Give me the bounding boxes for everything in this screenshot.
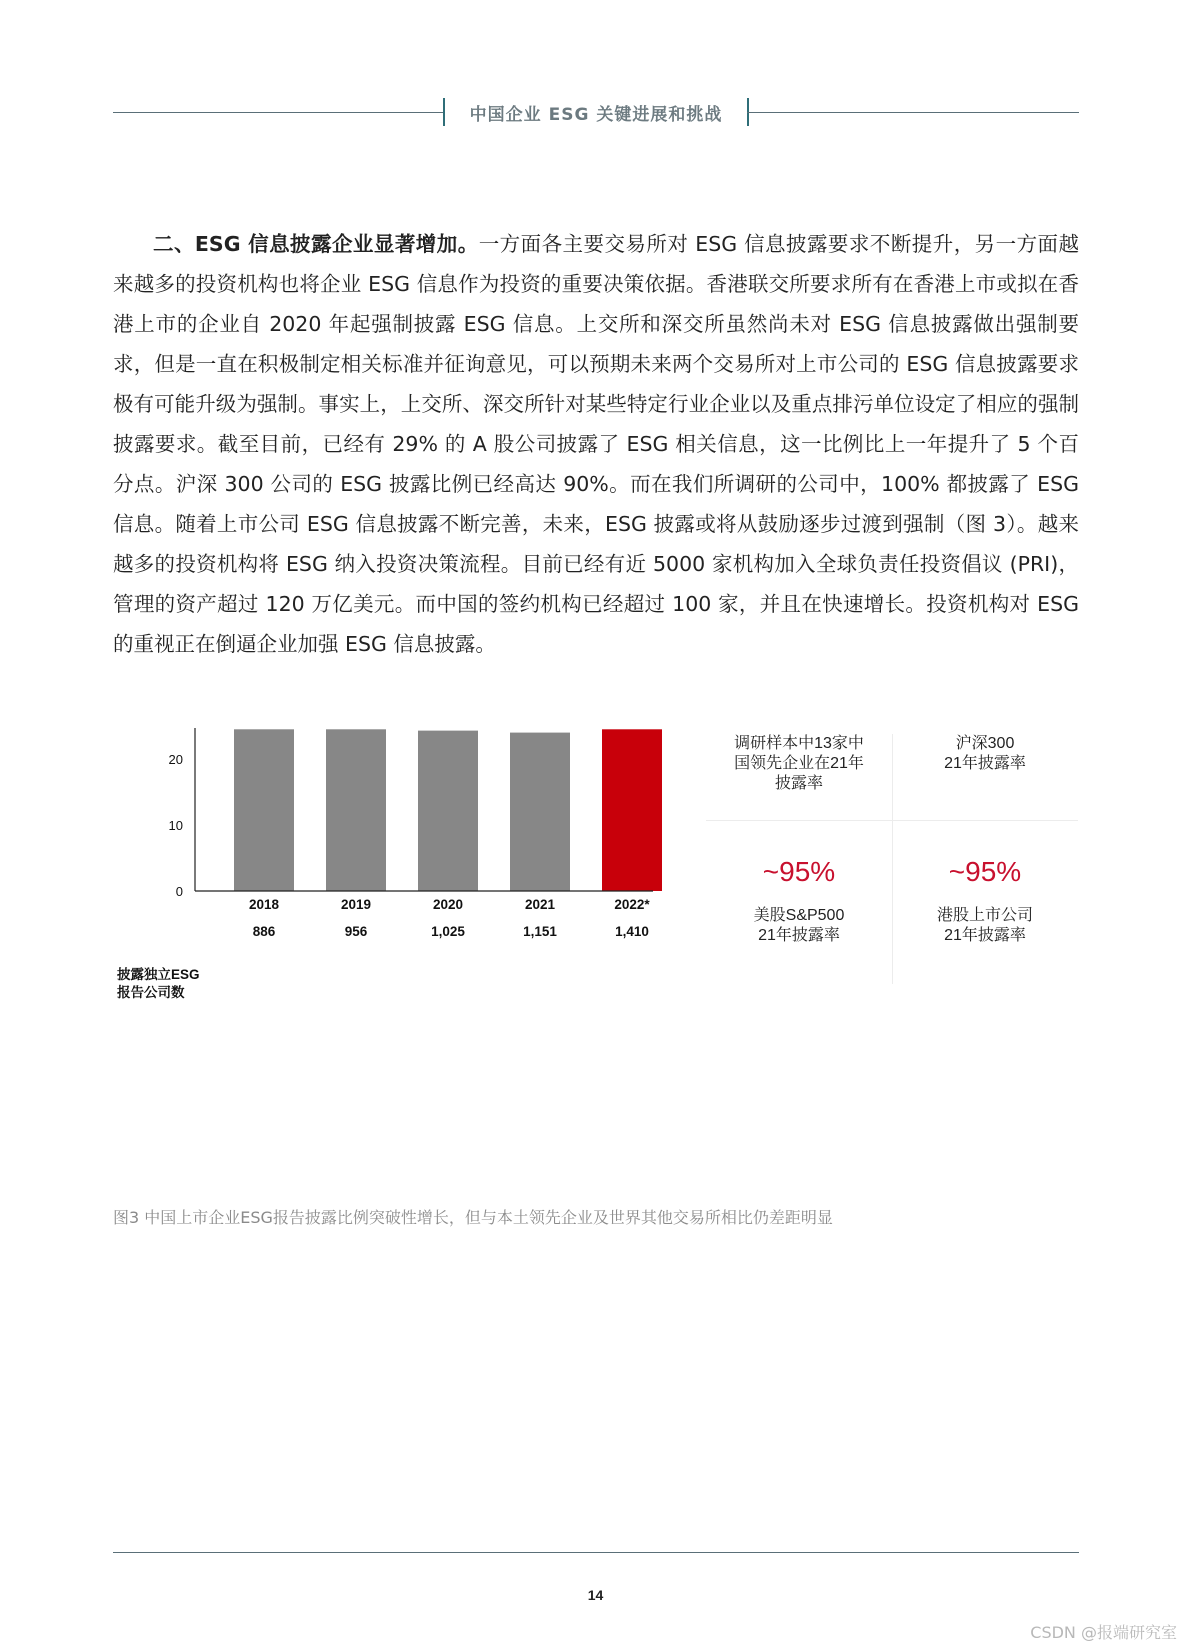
paragraph-lead: 二、ESG 信息披露企业显著增加。 (153, 232, 479, 256)
watermark: CSDN @报端研究室 (1030, 1623, 1177, 1642)
row-value: 1,410 (615, 924, 649, 939)
y-tick-label: 10 (168, 818, 183, 833)
x-tick-label: 2018 (248, 897, 280, 912)
sp500-label: 美股S&P500 21年披露率 (753, 907, 845, 944)
panel-cell-sp500 (706, 830, 892, 946)
x-tick-label: 2021 (524, 897, 556, 912)
paragraph-text: 一方面各主要交易所对 ESG 信息披露要求不断提升，另一方面越来越多的投资机构也将企业 ESG 信息作为投资的重要决策依据。香港联交所要求所有在香港上市或拟在香港上市的企业自 2020 年起强制披露 ESG 信息。上交所和深交所虽然尚未对 ESG 信息披露做出强制要求，但是一直在积极制定相关标准并征询意见，可以预期未来两个交易所对上市公司的 ESG 信息披露要求极有可能升级为强制。事实上，上交所、深交所针对某些特定行业企业以及重点排污单位设定了相应的强制披露要求。截至目前，已经有 29% 的 A 股公司披露了 ESG 相关信息，这一比例比上一年提升了 5 个百分点。沪深 300 公司的 ESG 披露比例已经高达 90%。而在我们所调研的公司中，100% 都披露了 ESG 信息。随着上市公司 ESG 信息披露不断完善，未来，ESG 披露或将从鼓励逐步过渡到强制（图 3）。越来越多的投资机构将 ESG 纳入投资决策流程。目前已经有近 5000 家机构加入全球负责任投资倡议 (PRI)，管理的资产超过 120 万亿美元。而中国的签约机构已经超过 100 家，并且在快速增长。投资机构对 ESG 的重视正在倒逼企业加强 ESG 信息披露。 (113, 232, 1079, 656)
disclosure-bar-chart (113, 728, 693, 1008)
panel-divider-horizontal (706, 820, 1078, 821)
header-rule-right (747, 112, 1079, 113)
bar-2022* (602, 729, 662, 891)
hk-listed-label: 港股上市公司 21年披露率 (936, 907, 1033, 944)
row-value: 1,025 (431, 924, 465, 939)
sp500-value: ~95% (762, 856, 836, 887)
x-tick-label: 2022* (614, 897, 650, 912)
body-paragraph (113, 224, 1079, 664)
bar-2018 (234, 729, 294, 891)
header-title: 中国企业 ESG 关键进展和挑战 (469, 105, 723, 125)
bar-2019 (326, 729, 386, 891)
bar-2021 (510, 733, 570, 891)
page-number: 14 (587, 1587, 604, 1603)
disclosure-rate-panel (706, 734, 1078, 996)
csi300-label: 沪深300 21年披露率 (944, 735, 1026, 772)
row-value: 1,151 (523, 924, 557, 939)
x-tick-label: 2019 (340, 897, 372, 912)
panel-cell-leading-companies (706, 734, 892, 794)
header-rule-left (113, 112, 443, 113)
y-tick-label: 0 (175, 884, 183, 899)
leading-companies-label: 调研样本中13家中 国领先企业在21年 披露率 (734, 735, 864, 792)
y-tick-label: 20 (168, 752, 183, 767)
figure-caption: 图3 中国上市企业ESG报告披露比例突破性增长，但与本土领先企业及世界其他交易所相比仍差距明显 (113, 1208, 833, 1227)
footer-rule (113, 1552, 1079, 1553)
x-tick-label: 2020 (432, 897, 464, 912)
page-header (113, 96, 1079, 130)
panel-cell-hk-listed (892, 830, 1078, 946)
chart-row-label: 披露独立ESG 报告公司数 (117, 967, 200, 1000)
panel-cell-csi300 (892, 734, 1078, 774)
hk-listed-value: ~95% (948, 856, 1022, 887)
row-value: 956 (344, 924, 368, 939)
bar-2020 (418, 731, 478, 891)
row-value: 886 (252, 924, 276, 939)
chart-svg (113, 728, 693, 968)
